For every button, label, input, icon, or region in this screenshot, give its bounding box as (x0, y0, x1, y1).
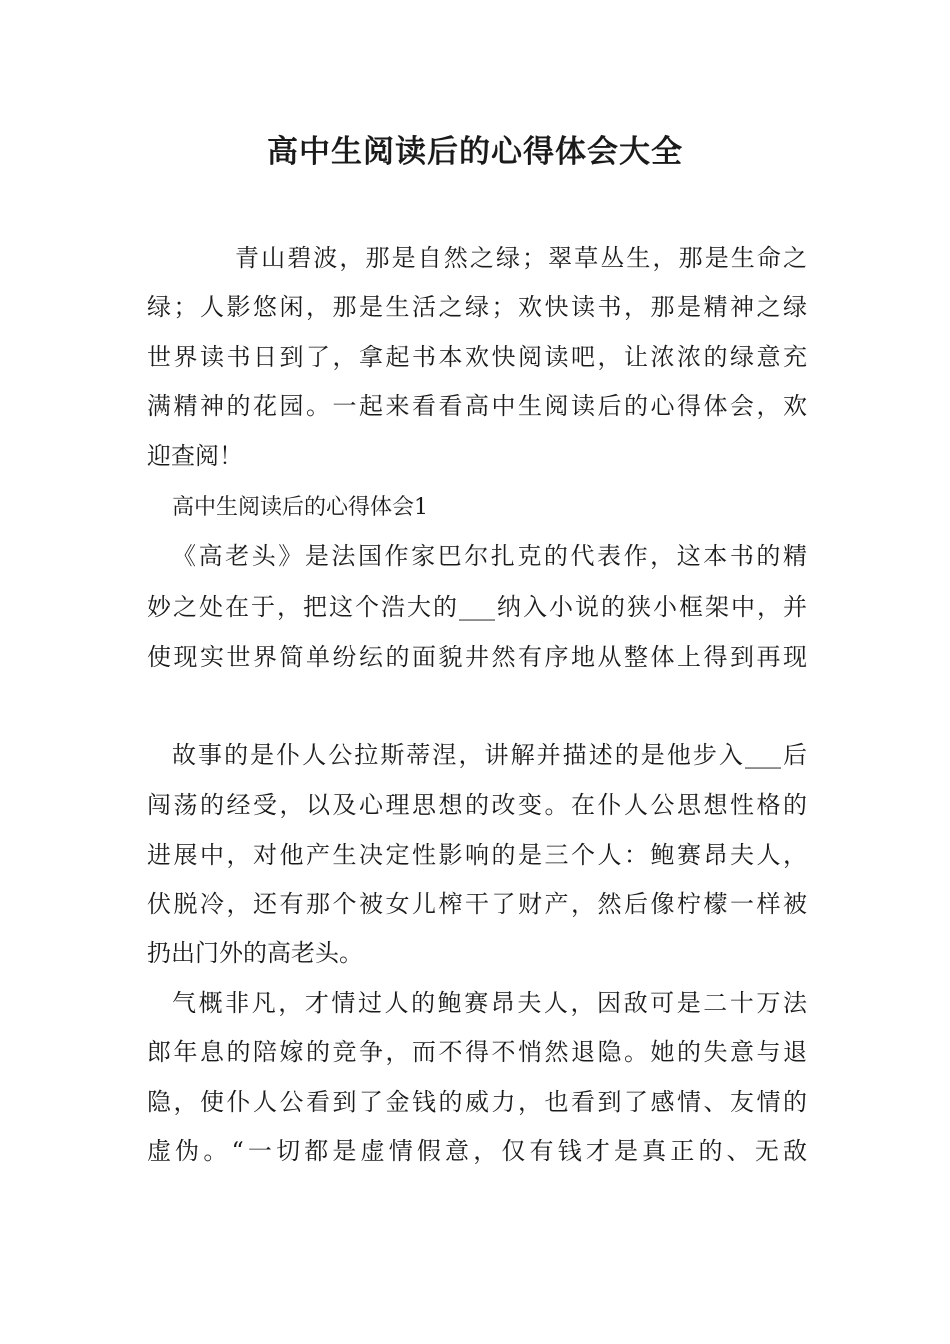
intro-line-5: 迎查阅！ (147, 442, 243, 470)
para3-line-3: 隐，使仆人公看到了金钱的威力，也看到了感情、友情的 (147, 1088, 807, 1116)
intro-line-3: 世界读书日到了，拿起书本欢快阅读吧，让浓浓的绿意充 (147, 343, 807, 371)
para1-line-3: 使现实世界简单纷纭的面貌井然有序地从整体上得到再现 (147, 643, 807, 671)
para2-line-1: 故事的是仆人公拉斯蒂涅，讲解并描述的是他步入___后 (172, 741, 807, 769)
para2-line-5: 扔出门外的高老头。 (147, 939, 363, 967)
para3-line-1: 气概非凡，才情过人的鲍赛昂夫人，因敌可是二十万法 (172, 989, 807, 1017)
intro-line-4: 满精神的花园。一起来看看高中生阅读后的心得体会，欢 (147, 392, 807, 420)
para1-line-2: 妙之处在于，把这个浩大的___纳入小说的狭小框架中，并 (147, 593, 807, 621)
para2-line-2: 闯荡的经受，以及心理思想的改变。在仆人公思想性格的 (147, 791, 807, 819)
para3-line-4: 虚伪。“一切都是虚情假意，仅有钱才是真正的、无敌 (147, 1137, 807, 1165)
intro-line-1: 青山碧波，那是自然之绿；翠草丛生，那是生命之 (235, 244, 807, 272)
para1-line-1: 《高老头》是法国作家巴尔扎克的代表作，这本书的精 (172, 542, 807, 570)
intro-line-2: 绿；人影悠闲，那是生活之绿；欢快读书，那是精神之绿 (147, 293, 807, 321)
para2-line-3: 进展中，对他产生决定性影响的是三个人：鲍赛昂夫人， (147, 841, 807, 869)
document-title: 高中生阅读后的心得体会大全 (267, 134, 683, 170)
para3-line-2: 郎年息的陪嫁的竞争，而不得不悄然退隐。她的失意与退 (147, 1038, 807, 1066)
section-heading: 高中生阅读后的心得体会1 (172, 495, 428, 520)
para2-line-4: 伏脱冷，还有那个被女儿榨干了财产，然后像柠檬一样被 (147, 890, 807, 918)
